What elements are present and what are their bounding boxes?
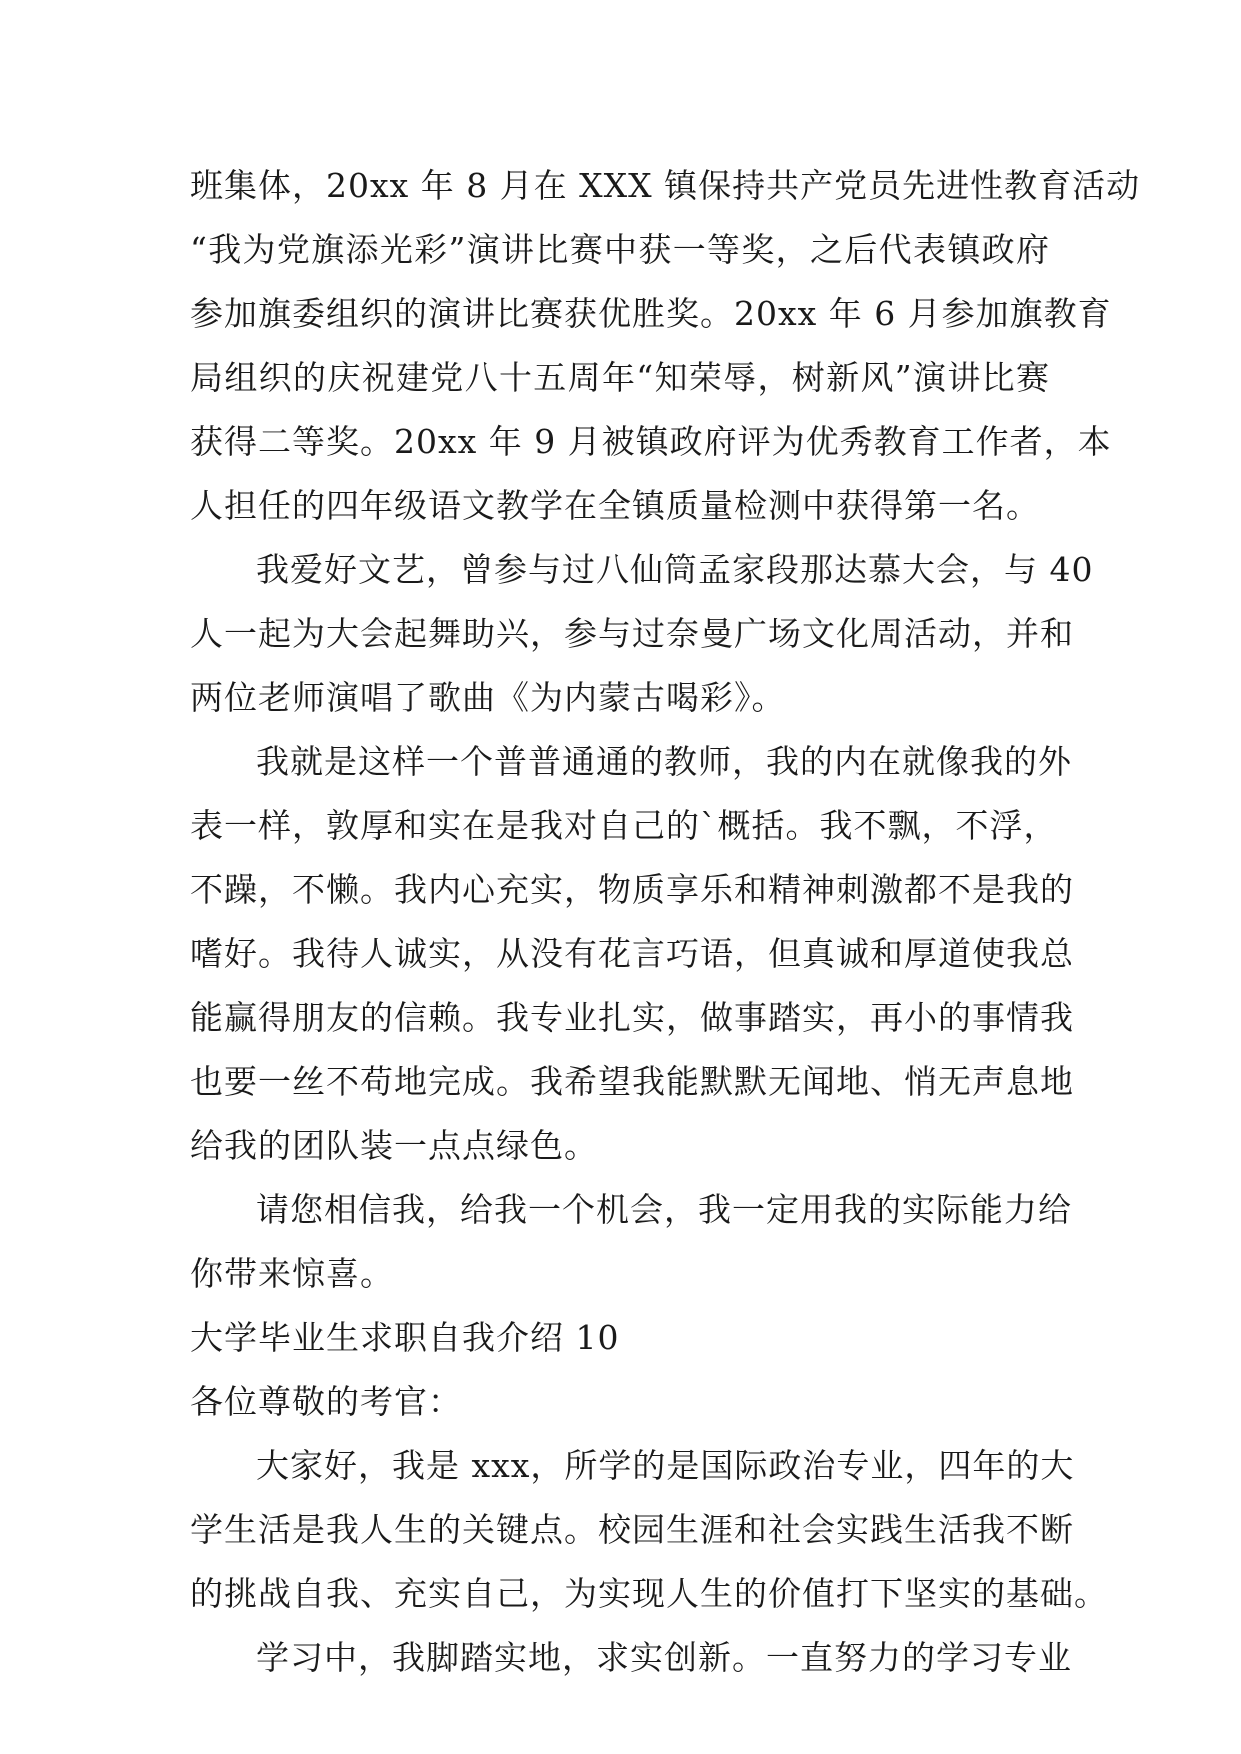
text-line: “我为党旗添光彩”演讲比赛中获一等奖，之后代表镇政府 (190, 230, 1050, 269)
text-line: 的挑战自我、充实自己，为实现人生的价值打下坚实的基础。 (190, 1574, 1108, 1613)
text-line: 班集体，20xx 年 8 月在 XXX 镇保持共产党员先进性教育活动 (190, 166, 1141, 205)
paragraph-first-line: 我爱好文艺，曾参与过八仙筒孟家段那达慕大会，与 40 (256, 550, 1094, 589)
text-line: 获得二等奖。20xx 年 9 月被镇政府评为优秀教育工作者，本 (190, 422, 1112, 461)
paragraph-first-line: 大家好，我是 xxx，所学的是国际政治专业，四年的大 (256, 1446, 1075, 1485)
document-page (190, 158, 1141, 1694)
text-line: 参加旗委组织的演讲比赛获优胜奖。20xx 年 6 月参加旗教育 (190, 294, 1112, 333)
text-line: 两位老师演唱了歌曲《为内蒙古喝彩》。 (190, 678, 786, 717)
text-line: 人担任的四年级语文教学在全镇质量检测中获得第一名。 (190, 486, 1040, 525)
text-line: 嗜好。我待人诚实，从没有花言巧语，但真诚和厚道使我总 (190, 934, 1074, 973)
paragraph-first-line: 学习中，我脚踏实地，求实创新。一直努力的学习专业 (256, 1638, 1072, 1677)
text-line: 不躁，不懒。我内心充实，物质享乐和精神刺激都不是我的 (190, 870, 1074, 909)
salutation: 各位尊敬的考官： (190, 1382, 462, 1421)
text-line: 人一起为大会起舞助兴，参与过奈曼广场文化周活动，并和 (190, 614, 1074, 653)
text-line: 能赢得朋友的信赖。我专业扎实，做事踏实，再小的事情我 (190, 998, 1074, 1037)
text-line: 表一样，敦厚和实在是我对自己的`概括。我不飘，不浮， (190, 806, 1058, 845)
paragraph-first-line: 我就是这样一个普普通通的教师，我的内在就像我的外 (256, 742, 1072, 781)
text-line: 你带来惊喜。 (190, 1254, 394, 1293)
text-line: 给我的团队装一点点绿色。 (190, 1126, 598, 1165)
text-line: 学生活是我人生的关键点。校园生涯和社会实践生活我不断 (190, 1510, 1074, 1549)
paragraph-first-line: 请您相信我，给我一个机会，我一定用我的实际能力给 (256, 1190, 1072, 1229)
text-line: 也要一丝不苟地完成。我希望我能默默无闻地、悄无声息地 (190, 1062, 1074, 1101)
section-heading: 大学毕业生求职自我介绍 10 (190, 1318, 620, 1357)
text-line: 局组织的庆祝建党八十五周年“知荣辱，树新风”演讲比赛 (190, 358, 1050, 397)
